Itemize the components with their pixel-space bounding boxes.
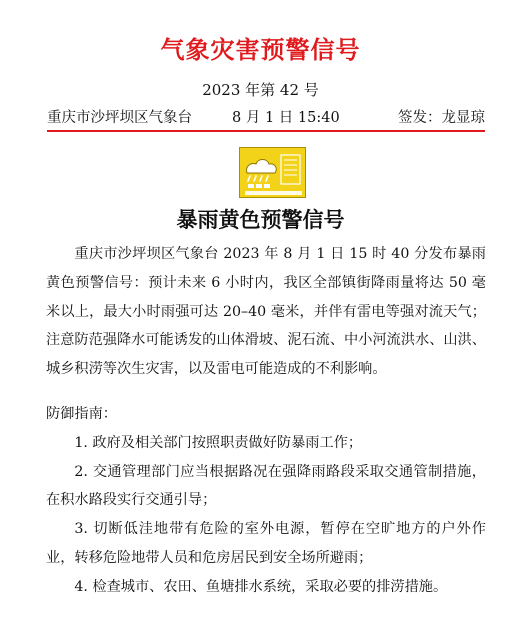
signer-line: 签发：龙显琼 xyxy=(398,110,485,126)
document-title: 气象灾害预警信号 xyxy=(160,35,361,64)
document-meta-row xyxy=(47,106,485,126)
defense-item-4: 4. 检查城市、农田、鱼塘排水系统，采取必要的排涝措施。 xyxy=(74,578,448,595)
issuing-office: 重庆市沙坪坝区气象台 xyxy=(47,110,192,126)
issue-datetime: 8 月 1 日 15:40 xyxy=(232,110,340,126)
defense-guide-title: 防御指南： xyxy=(46,405,117,422)
signal-title: 暴雨黄色预警信号 xyxy=(176,207,345,232)
rainstorm-yellow-warning-icon xyxy=(239,147,306,198)
issue-number: 2023 年第 42 号 xyxy=(202,81,319,99)
warning-paragraph: 重庆市沙坪坝区气象台 2023 年 8 月 1 日 15 时 40 分发布暴雨黄色预警信号：预计未来 6 小时内，我区全部镇街降雨量将达 50 毫米以上，最大小时雨强可达 20–40 毫米，并伴有雷电等强对流天气；注意防范强降水可能诱发的山体滑坡、泥石流、中小河流洪水、山洪、城乡积涝等次生灾害，以及雷电可能造成的不利影响。 xyxy=(46,246,486,378)
defense-item-1: 1. 政府及相关部门按照职责做好防暴雨工作； xyxy=(74,434,363,451)
warning-body xyxy=(46,240,486,602)
header-divider xyxy=(47,130,485,132)
defense-item-3: 3. 切断低洼地带有危险的室外电源，暂停在空旷地方的户外作业，转移危险地带人员和危房居民到安全场所避雨； xyxy=(46,521,486,566)
paragraph-gap xyxy=(46,384,486,400)
defense-item-2: 2. 交通管理部门应当根据路况在强降雨路段采取交通管制措施，在积水路段实行交通引导； xyxy=(46,463,486,509)
